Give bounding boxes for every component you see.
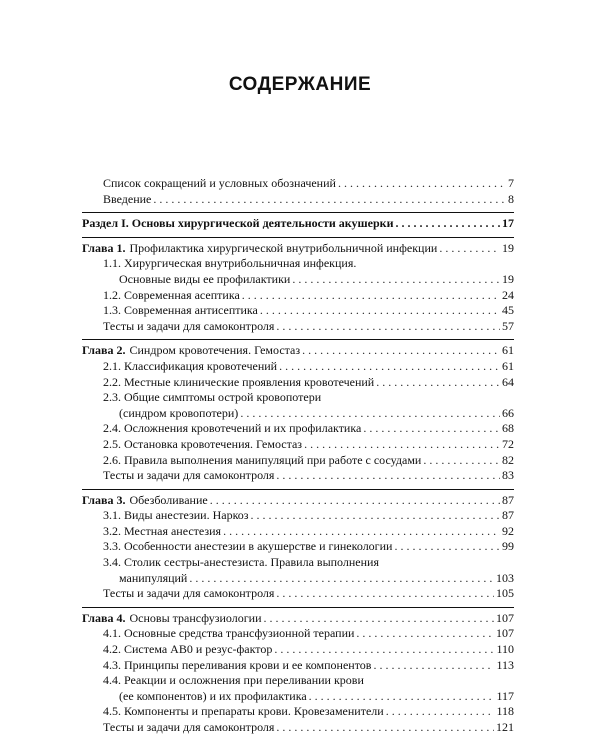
toc-entry-text: 4.1. Основные средства трансфузионной терапии [103, 626, 355, 641]
dot-leader [210, 493, 500, 509]
toc-chapter-heading[interactable] [82, 343, 514, 359]
toc-entry-text: Основные виды ее профилактики [119, 271, 291, 286]
toc-entry[interactable] [82, 626, 514, 642]
toc-entry-page: 45 [502, 303, 514, 318]
toc-entry[interactable] [82, 272, 514, 288]
toc-entry-text: 4.4. Реакции и осложнения при переливании крови [103, 673, 364, 688]
toc-entry-page: 113 [496, 657, 514, 672]
toc-entry-text: 2.4. Осложнения кровотечений и их профилактика [103, 421, 362, 436]
toc-entry-text: Введение [103, 191, 152, 206]
toc-entry-page: 87 [502, 508, 514, 523]
toc-entry-text: Тесты и задачи для самоконтроля [103, 720, 275, 734]
dot-leader [274, 642, 494, 658]
toc-chapter-heading[interactable] [82, 611, 514, 627]
toc-entry[interactable] [82, 658, 514, 674]
dot-leader [189, 571, 494, 587]
toc-entry-text: Тесты и задачи для самоконтроля [103, 468, 275, 483]
toc-entry-text: (ее компонентов) и их профилактика [119, 688, 307, 703]
toc-entry-text: манипуляций [119, 570, 188, 585]
divider [82, 489, 514, 490]
toc-entry-page: 68 [502, 421, 514, 436]
toc-entry[interactable] [82, 406, 514, 422]
chapter-title: Обезболивание [129, 492, 208, 507]
table-of-contents [82, 176, 514, 736]
dot-leader [376, 375, 500, 391]
toc-entry-page: 57 [502, 318, 514, 333]
dot-leader [396, 216, 500, 232]
toc-entry[interactable] [82, 524, 514, 540]
dot-leader [276, 319, 500, 335]
chapter-label: Глава 2. [82, 343, 126, 358]
dot-leader [304, 437, 500, 453]
toc-entry[interactable] [82, 288, 514, 304]
dot-leader [276, 468, 500, 484]
toc-entry[interactable] [82, 176, 514, 192]
toc-entry[interactable] [82, 359, 514, 375]
toc-entry-page: 8 [508, 191, 514, 206]
toc-section-heading[interactable] [82, 216, 514, 232]
toc-entry-page: 121 [496, 720, 514, 734]
toc-entry-page: 107 [496, 610, 514, 625]
toc-entry-text: 2.5. Остановка кровотечения. Гемостаз [103, 436, 303, 451]
toc-entry[interactable] [82, 571, 514, 587]
toc-entry-page: 17 [502, 216, 514, 231]
toc-chapter-heading[interactable] [82, 241, 514, 257]
dot-leader [242, 288, 500, 304]
toc-entry-page: 117 [496, 688, 514, 703]
chapter-label: Глава 1. [82, 240, 126, 255]
toc-entry[interactable] [82, 303, 514, 319]
toc-entry-line[interactable] [82, 555, 514, 571]
toc-entry-text: Тесты и задачи для самоконтроля [103, 586, 275, 601]
toc-entry-text: (синдром кровопотери) [119, 405, 239, 420]
toc-entry-text: 1.2. Современная асептика [103, 287, 240, 302]
toc-entry-page: 72 [502, 436, 514, 451]
toc-entry-page: 19 [502, 240, 514, 255]
dot-leader [276, 586, 494, 602]
toc-entry[interactable] [82, 375, 514, 391]
dot-leader [356, 626, 494, 642]
divider [82, 212, 514, 213]
dot-leader [153, 192, 506, 208]
chapter-title: Основы трансфузиологии [129, 610, 262, 625]
toc-entry-page: 7 [508, 176, 514, 190]
divider [82, 339, 514, 340]
dot-leader [309, 689, 495, 705]
toc-entry-text: 3.2. Местная анестезия [103, 523, 222, 538]
toc-entry-line[interactable] [82, 673, 514, 689]
toc-entry-line[interactable] [82, 256, 514, 272]
dot-leader [223, 524, 500, 540]
dot-leader [279, 359, 500, 375]
dot-leader [302, 343, 500, 359]
toc-entry-page: 99 [502, 539, 514, 554]
toc-entry-page: 83 [502, 468, 514, 483]
toc-entry[interactable] [82, 437, 514, 453]
toc-entry-text: 4.3. Принципы переливания крови и ее компонентов [103, 657, 372, 672]
toc-entry[interactable] [82, 468, 514, 484]
toc-entry[interactable] [82, 689, 514, 705]
toc-entry-text: 4.2. Система АВ0 и резус-фактор [103, 642, 273, 657]
toc-entry-page: 61 [502, 358, 514, 373]
toc-entry-text: Список сокращений и условных обозначений [103, 176, 336, 190]
toc-entry-text: 2.6. Правила выполнения манипуляций при работе с сосудами [103, 452, 422, 467]
toc-chapter-heading[interactable] [82, 493, 514, 509]
toc-entry-text: 1.3. Современная антисептика [103, 303, 258, 318]
dot-leader [292, 272, 500, 288]
toc-entry-page: 61 [502, 343, 514, 358]
chapter-title: Профилактика хирургической внутрибольничной инфекции [129, 240, 438, 255]
toc-entry[interactable] [82, 704, 514, 720]
toc-entry-text: 3.3. Особенности анестезии в акушерстве и гинекологии [103, 539, 393, 554]
dot-leader [264, 611, 495, 627]
toc-entry-text: Тесты и задачи для самоконтроля [103, 318, 275, 333]
dot-leader [439, 241, 500, 257]
divider [82, 237, 514, 238]
toc-entry[interactable] [82, 319, 514, 335]
dot-leader [240, 406, 500, 422]
toc-entry-line[interactable] [82, 390, 514, 406]
toc-entry-text: 1.1. Хирургическая внутрибольничная инфекция. [103, 256, 357, 271]
toc-entry-page: 87 [502, 492, 514, 507]
toc-entry-page: 24 [502, 287, 514, 302]
toc-entry-page: 64 [502, 374, 514, 389]
dot-leader [373, 658, 494, 674]
chapter-title: Синдром кровотечения. Гемостаз [129, 343, 301, 358]
toc-entry-page: 105 [496, 586, 514, 601]
page-title: СОДЕРЖАНИЕ [228, 74, 372, 95]
toc-entry-text: 2.2. Местные клинические проявления кровотечений [103, 374, 375, 389]
dot-leader [251, 508, 500, 524]
dot-leader [338, 176, 506, 192]
toc-entry-page: 118 [496, 704, 514, 719]
toc-entry-page: 110 [496, 642, 514, 657]
toc-entry[interactable] [82, 421, 514, 437]
toc-entry-text: 3.1. Виды анестезии. Наркоз [103, 508, 249, 523]
toc-entry-text: 2.1. Классификация кровотечений [103, 358, 278, 373]
dot-leader [386, 704, 495, 720]
toc-entry-text: 4.5. Компоненты и препараты крови. Кровезаменители [103, 704, 384, 719]
toc-entry[interactable] [82, 586, 514, 602]
toc-entry-page: 92 [502, 523, 514, 538]
chapter-label: Глава 4. [82, 610, 126, 625]
toc-entry-text: 3.4. Столик сестры-анестезиста. Правила выполнения [103, 555, 379, 570]
toc-entry-text: Раздел I. Основы хирургической деятельности акушерки [82, 216, 394, 231]
toc-entry[interactable] [82, 720, 514, 736]
dot-leader [423, 453, 500, 469]
toc-entry-page: 107 [496, 626, 514, 641]
toc-entry-page: 103 [496, 570, 514, 585]
toc-entry-text: 2.3. Общие симптомы острой кровопотери [103, 390, 322, 405]
toc-entry-page: 19 [502, 271, 514, 286]
toc-entry[interactable] [82, 539, 514, 555]
toc-entry-page: 66 [502, 405, 514, 420]
toc-entry[interactable] [82, 192, 514, 208]
dot-leader [260, 303, 500, 319]
chapter-label: Глава 3. [82, 492, 126, 507]
toc-entry-page: 82 [502, 452, 514, 467]
dot-leader [276, 720, 494, 736]
divider [82, 607, 514, 608]
dot-leader [394, 539, 500, 555]
toc-entry[interactable] [82, 642, 514, 658]
toc-entry[interactable] [82, 508, 514, 524]
toc-entry[interactable] [82, 453, 514, 469]
dot-leader [363, 421, 500, 437]
